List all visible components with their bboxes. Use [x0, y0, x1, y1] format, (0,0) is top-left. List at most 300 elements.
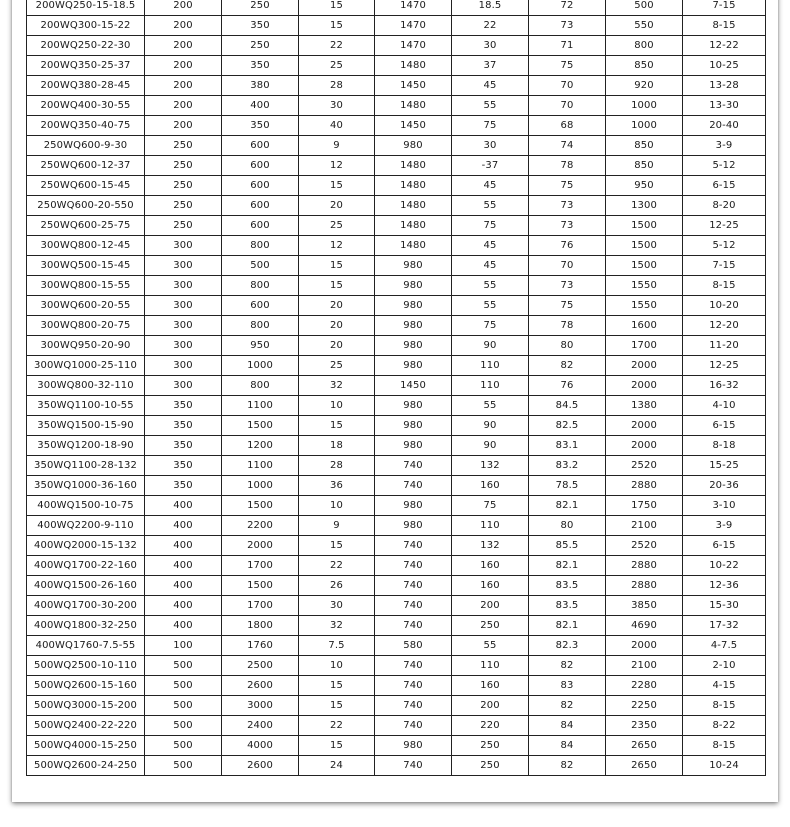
table-cell: 90 — [452, 436, 529, 456]
table-row — [27, 136, 766, 156]
table-cell: 37 — [452, 56, 529, 76]
table-cell: 2000 — [606, 376, 683, 396]
table-cell: 12-25 — [683, 356, 766, 376]
table-cell: 20-40 — [683, 116, 766, 136]
table-cell: 110 — [452, 656, 529, 676]
table-cell: 18.5 — [452, 0, 529, 16]
table-cell: 15 — [299, 176, 375, 196]
table-cell: 160 — [452, 676, 529, 696]
table-row — [27, 116, 766, 136]
table-row — [27, 256, 766, 276]
model-cell: 300WQ950-20-90 — [27, 336, 145, 356]
table-cell: 400 — [145, 596, 222, 616]
table-cell: 12-22 — [683, 36, 766, 56]
table-cell: 3850 — [606, 596, 683, 616]
table-cell: 1500 — [606, 236, 683, 256]
table-cell: 75 — [452, 116, 529, 136]
table-cell: 300 — [145, 376, 222, 396]
table-cell: 80 — [529, 516, 606, 536]
table-cell: 28 — [299, 456, 375, 476]
table-cell: 250 — [452, 736, 529, 756]
table-cell: 4-7.5 — [683, 636, 766, 656]
table-cell: 68 — [529, 116, 606, 136]
table-cell: 1480 — [375, 216, 452, 236]
table-cell: 73 — [529, 216, 606, 236]
model-cell: 200WQ380-28-45 — [27, 76, 145, 96]
table-row — [27, 396, 766, 416]
table-row — [27, 156, 766, 176]
table-cell: 8-15 — [683, 276, 766, 296]
table-cell: 40 — [299, 116, 375, 136]
model-cell: 500WQ2400-22-220 — [27, 716, 145, 736]
table-cell: 13-30 — [683, 96, 766, 116]
table-cell: 500 — [145, 756, 222, 776]
table-cell: 75 — [529, 56, 606, 76]
table-cell: 1500 — [222, 416, 299, 436]
table-cell: 1000 — [222, 476, 299, 496]
table-cell: 740 — [375, 476, 452, 496]
table-cell: 1550 — [606, 296, 683, 316]
table-cell: 550 — [606, 16, 683, 36]
table-cell: 1470 — [375, 16, 452, 36]
table-row — [27, 56, 766, 76]
table-cell: 2880 — [606, 576, 683, 596]
table-cell: 350 — [222, 16, 299, 36]
table-cell: 22 — [299, 36, 375, 56]
table-cell: 84 — [529, 716, 606, 736]
table-row — [27, 716, 766, 736]
table-cell: 55 — [452, 196, 529, 216]
table-cell: 160 — [452, 476, 529, 496]
table-cell: 400 — [145, 616, 222, 636]
table-cell: 15 — [299, 0, 375, 16]
model-cell: 300WQ1000-25-110 — [27, 356, 145, 376]
table-cell: 300 — [145, 256, 222, 276]
table-cell: 82.1 — [529, 556, 606, 576]
model-cell: 200WQ400-30-55 — [27, 96, 145, 116]
table-cell: 2600 — [222, 756, 299, 776]
table-cell: 12-20 — [683, 316, 766, 336]
model-cell: 300WQ800-20-75 — [27, 316, 145, 336]
table-cell: 82.1 — [529, 496, 606, 516]
table-cell: 2880 — [606, 556, 683, 576]
table-cell: 1750 — [606, 496, 683, 516]
table-cell: 75 — [529, 176, 606, 196]
table-cell: 920 — [606, 76, 683, 96]
table-cell: 3000 — [222, 696, 299, 716]
table-cell: 300 — [145, 336, 222, 356]
table-cell: 2100 — [606, 656, 683, 676]
table-row — [27, 636, 766, 656]
table-cell: 22 — [299, 556, 375, 576]
table-cell: 75 — [452, 496, 529, 516]
table-cell: 5-12 — [683, 156, 766, 176]
table-row — [27, 196, 766, 216]
table-cell: 1100 — [222, 456, 299, 476]
table-cell: 300 — [145, 236, 222, 256]
table-cell: 500 — [145, 736, 222, 756]
model-cell: 500WQ2600-24-250 — [27, 756, 145, 776]
table-cell: 1480 — [375, 96, 452, 116]
table-cell: 73 — [529, 196, 606, 216]
table-cell: 8-22 — [683, 716, 766, 736]
table-cell: 740 — [375, 596, 452, 616]
table-cell: 950 — [222, 336, 299, 356]
table-cell: 1700 — [606, 336, 683, 356]
table-cell: 1700 — [222, 556, 299, 576]
model-cell: 400WQ1760-7.5-55 — [27, 636, 145, 656]
table-cell: 250 — [145, 216, 222, 236]
table-cell: 100 — [145, 636, 222, 656]
model-cell: 300WQ800-15-55 — [27, 276, 145, 296]
table-cell: 2650 — [606, 756, 683, 776]
table-cell: 600 — [222, 156, 299, 176]
table-cell: 90 — [452, 416, 529, 436]
table-cell: 55 — [452, 296, 529, 316]
table-cell: 10-25 — [683, 56, 766, 76]
model-cell: 200WQ250-22-30 — [27, 36, 145, 56]
table-cell: 300 — [145, 356, 222, 376]
model-cell: 400WQ1800-32-250 — [27, 616, 145, 636]
table-cell: 16-32 — [683, 376, 766, 396]
table-cell: 73 — [529, 276, 606, 296]
model-cell: 200WQ350-40-75 — [27, 116, 145, 136]
table-cell: 28 — [299, 76, 375, 96]
table-cell: 82 — [529, 656, 606, 676]
table-cell: 950 — [606, 176, 683, 196]
table-cell: 350 — [145, 436, 222, 456]
model-cell: 400WQ1700-22-160 — [27, 556, 145, 576]
table-cell: 8-18 — [683, 436, 766, 456]
table-row — [27, 316, 766, 336]
table-cell: 2000 — [222, 536, 299, 556]
model-cell: 250WQ600-25-75 — [27, 216, 145, 236]
table-cell: 30 — [299, 596, 375, 616]
table-cell: 4-10 — [683, 396, 766, 416]
table-cell: 71 — [529, 36, 606, 56]
table-row — [27, 216, 766, 236]
table-cell: 10-22 — [683, 556, 766, 576]
table-cell: 2100 — [606, 516, 683, 536]
table-cell: 850 — [606, 56, 683, 76]
table-cell: 200 — [145, 116, 222, 136]
table-cell: 2000 — [606, 416, 683, 436]
table-row — [27, 276, 766, 296]
model-cell: 200WQ300-15-22 — [27, 16, 145, 36]
table-cell: 250 — [452, 616, 529, 636]
table-cell: 250 — [145, 196, 222, 216]
model-cell: 500WQ3000-15-200 — [27, 696, 145, 716]
table-cell: 600 — [222, 196, 299, 216]
table-cell: 2400 — [222, 716, 299, 736]
table-cell: 740 — [375, 576, 452, 596]
table-cell: 82.5 — [529, 416, 606, 436]
table-cell: 200 — [145, 36, 222, 56]
table-cell: 15 — [299, 16, 375, 36]
table-cell: 75 — [452, 216, 529, 236]
table-row — [27, 456, 766, 476]
table-cell: 10-24 — [683, 756, 766, 776]
model-cell: 300WQ800-32-110 — [27, 376, 145, 396]
table-cell: 10-20 — [683, 296, 766, 316]
table-cell: 15-25 — [683, 456, 766, 476]
table-row — [27, 616, 766, 636]
table-cell: 2600 — [222, 676, 299, 696]
table-cell: 300 — [145, 316, 222, 336]
table-cell: 15-30 — [683, 596, 766, 616]
table-cell: 200 — [452, 596, 529, 616]
table-cell: 73 — [529, 16, 606, 36]
table-cell: 70 — [529, 256, 606, 276]
table-cell: 200 — [145, 76, 222, 96]
table-row — [27, 476, 766, 496]
table-cell: 82 — [529, 356, 606, 376]
table-cell: 83 — [529, 676, 606, 696]
table-cell: 10 — [299, 656, 375, 676]
table-cell: 36 — [299, 476, 375, 496]
table-cell: 75 — [529, 296, 606, 316]
table-cell: 6-15 — [683, 416, 766, 436]
table-cell: 500 — [145, 676, 222, 696]
table-cell: 1760 — [222, 636, 299, 656]
model-cell: 400WQ1500-26-160 — [27, 576, 145, 596]
model-cell: 400WQ2200-9-110 — [27, 516, 145, 536]
table-cell: 83.1 — [529, 436, 606, 456]
model-cell: 300WQ500-15-45 — [27, 256, 145, 276]
table-cell: 22 — [452, 16, 529, 36]
table-cell: 4-15 — [683, 676, 766, 696]
table-cell: 20-36 — [683, 476, 766, 496]
table-cell: 25 — [299, 56, 375, 76]
table-cell: 800 — [222, 376, 299, 396]
table-cell: 740 — [375, 536, 452, 556]
table-cell: 55 — [452, 636, 529, 656]
model-cell: 500WQ2600-15-160 — [27, 676, 145, 696]
table-cell: 15 — [299, 416, 375, 436]
table-cell: 980 — [375, 736, 452, 756]
table-cell: 2-10 — [683, 656, 766, 676]
table-cell: 380 — [222, 76, 299, 96]
table-cell: 26 — [299, 576, 375, 596]
model-cell: 400WQ1500-10-75 — [27, 496, 145, 516]
table-cell: 300 — [145, 276, 222, 296]
table-cell: 850 — [606, 136, 683, 156]
table-cell: 160 — [452, 556, 529, 576]
table-cell: 980 — [375, 336, 452, 356]
table-cell: 84 — [529, 736, 606, 756]
table-row — [27, 556, 766, 576]
model-cell: 250WQ600-9-30 — [27, 136, 145, 156]
table-cell: 400 — [222, 96, 299, 116]
table-cell: 2520 — [606, 536, 683, 556]
table-row — [27, 696, 766, 716]
table-cell: 6-15 — [683, 176, 766, 196]
table-cell: 2000 — [606, 636, 683, 656]
table-cell: 85.5 — [529, 536, 606, 556]
table-cell: 800 — [222, 276, 299, 296]
table-cell: 1470 — [375, 36, 452, 56]
table-row — [27, 36, 766, 56]
table-cell: 45 — [452, 176, 529, 196]
table-cell: 350 — [222, 116, 299, 136]
model-cell: 500WQ4000-15-250 — [27, 736, 145, 756]
table-cell: 1000 — [606, 96, 683, 116]
table-row — [27, 436, 766, 456]
table-cell: 740 — [375, 456, 452, 476]
table-cell: 2650 — [606, 736, 683, 756]
table-cell: 78.5 — [529, 476, 606, 496]
table-cell: 1450 — [375, 116, 452, 136]
model-cell: 250WQ600-20-550 — [27, 196, 145, 216]
table-cell: 200 — [452, 696, 529, 716]
table-cell: 740 — [375, 656, 452, 676]
table-cell: 1480 — [375, 236, 452, 256]
table-cell: 1300 — [606, 196, 683, 216]
table-cell: 980 — [375, 296, 452, 316]
table-cell: 6-15 — [683, 536, 766, 556]
table-cell: 7.5 — [299, 636, 375, 656]
table-cell: 32 — [299, 376, 375, 396]
pump-spec-table — [26, 0, 766, 776]
table-cell: 1500 — [606, 216, 683, 236]
table-cell: 3-10 — [683, 496, 766, 516]
table-row — [27, 496, 766, 516]
table-cell: 32 — [299, 616, 375, 636]
table-cell: 13-28 — [683, 76, 766, 96]
table-cell: 600 — [222, 136, 299, 156]
table-cell: 500 — [145, 656, 222, 676]
table-cell: 9 — [299, 136, 375, 156]
table-row — [27, 516, 766, 536]
table-cell: 2280 — [606, 676, 683, 696]
table-cell: 1800 — [222, 616, 299, 636]
table-cell: 1550 — [606, 276, 683, 296]
table-row — [27, 416, 766, 436]
table-cell: 500 — [145, 716, 222, 736]
model-cell: 300WQ800-12-45 — [27, 236, 145, 256]
table-cell: 15 — [299, 696, 375, 716]
table-cell: 22 — [299, 716, 375, 736]
table-row — [27, 96, 766, 116]
table-cell: 400 — [145, 556, 222, 576]
table-cell: 980 — [375, 396, 452, 416]
table-cell: 740 — [375, 676, 452, 696]
table-cell: 980 — [375, 416, 452, 436]
table-cell: 1500 — [222, 496, 299, 516]
table-cell: 4690 — [606, 616, 683, 636]
table-cell: 1480 — [375, 156, 452, 176]
table-cell: 200 — [145, 96, 222, 116]
table-cell: 500 — [606, 0, 683, 16]
table-cell: 8-20 — [683, 196, 766, 216]
table-cell: 83.5 — [529, 596, 606, 616]
table-cell: 8-15 — [683, 736, 766, 756]
table-row — [27, 356, 766, 376]
table-row — [27, 76, 766, 96]
table-cell: 200 — [145, 0, 222, 16]
table-cell: 350 — [145, 476, 222, 496]
table-cell: 110 — [452, 356, 529, 376]
model-cell: 350WQ1000-36-160 — [27, 476, 145, 496]
table-cell: 600 — [222, 176, 299, 196]
table-cell: 2000 — [606, 436, 683, 456]
table-cell: 740 — [375, 716, 452, 736]
table-cell: 250 — [145, 156, 222, 176]
model-cell: 250WQ600-15-45 — [27, 176, 145, 196]
table-cell: 25 — [299, 216, 375, 236]
table-cell: 15 — [299, 536, 375, 556]
table-cell: 132 — [452, 536, 529, 556]
table-body — [27, 0, 766, 776]
table-cell: 740 — [375, 616, 452, 636]
table-cell: 7-15 — [683, 256, 766, 276]
table-cell: 980 — [375, 316, 452, 336]
table-cell: 800 — [222, 316, 299, 336]
model-cell: 250WQ600-12-37 — [27, 156, 145, 176]
model-cell: 200WQ250-15-18.5 — [27, 0, 145, 16]
table-cell: 350 — [145, 396, 222, 416]
table-cell: 76 — [529, 376, 606, 396]
table-cell: 12 — [299, 236, 375, 256]
table-cell: 30 — [299, 96, 375, 116]
table-row — [27, 756, 766, 776]
table-cell: 11-20 — [683, 336, 766, 356]
table-row — [27, 0, 766, 16]
table-cell: 300 — [145, 296, 222, 316]
table-cell: 200 — [145, 56, 222, 76]
table-cell: 1000 — [222, 356, 299, 376]
table-cell: 250 — [145, 136, 222, 156]
table-cell: 600 — [222, 216, 299, 236]
table-cell: 2000 — [606, 356, 683, 376]
table-cell: 82 — [529, 696, 606, 716]
table-cell: 8-15 — [683, 696, 766, 716]
table-cell: 400 — [145, 516, 222, 536]
table-cell: 20 — [299, 296, 375, 316]
table-cell: 980 — [375, 516, 452, 536]
table-cell: 2200 — [222, 516, 299, 536]
table-cell: 82.1 — [529, 616, 606, 636]
model-cell: 350WQ1100-10-55 — [27, 396, 145, 416]
table-cell: 1200 — [222, 436, 299, 456]
table-row — [27, 236, 766, 256]
table-cell: 74 — [529, 136, 606, 156]
table-cell: 30 — [452, 36, 529, 56]
table-cell: 980 — [375, 276, 452, 296]
model-cell: 300WQ600-20-55 — [27, 296, 145, 316]
table-cell: 45 — [452, 76, 529, 96]
table-row — [27, 576, 766, 596]
table-cell: 980 — [375, 436, 452, 456]
table-cell: 250 — [452, 756, 529, 776]
table-cell: 250 — [222, 36, 299, 56]
table-cell: 1380 — [606, 396, 683, 416]
table-cell: 1450 — [375, 376, 452, 396]
table-cell: 25 — [299, 356, 375, 376]
table-cell: 1480 — [375, 176, 452, 196]
table-cell: -37 — [452, 156, 529, 176]
table-cell: 12-25 — [683, 216, 766, 236]
table-cell: 83.2 — [529, 456, 606, 476]
model-cell: 350WQ1500-15-90 — [27, 416, 145, 436]
table-cell: 220 — [452, 716, 529, 736]
table-cell: 55 — [452, 276, 529, 296]
table-cell: 76 — [529, 236, 606, 256]
table-cell: 1500 — [222, 576, 299, 596]
table-row — [27, 376, 766, 396]
table-cell: 600 — [222, 296, 299, 316]
table-cell: 17-32 — [683, 616, 766, 636]
